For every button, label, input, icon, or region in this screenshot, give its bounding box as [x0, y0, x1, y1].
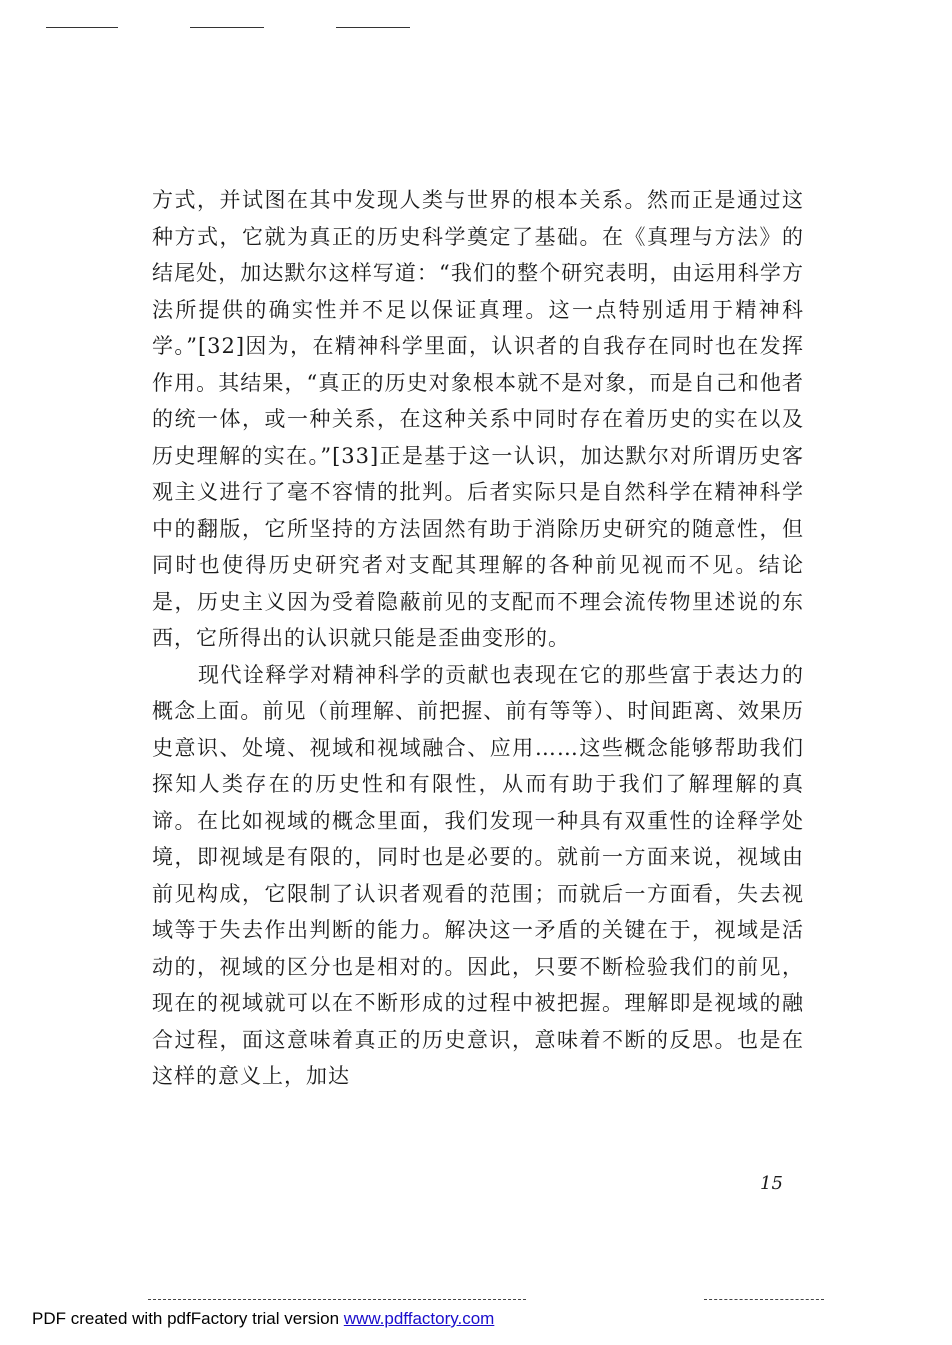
- paragraph-2: 现代诠释学对精神科学的贡献也表现在它的那些富于表达力的概念上面。前见（前理解、前把握、前有等等）、时间距离、效果历史意识、处境、视域和视域融合、应用……这些概念能够帮助我们探知人类存在的历史性和有限性，从而有助于我们了解理解的真谛。在比如视域的概念里面，我们发现一种具有双重性的诠释学处境，即视域是有限的，同时也是必要的。就前一方面来说，视域由前见构成，它限制了认识者观看的范围；而就后一方面看，失去视域等于失去作出判断的能力。解决这一矛盾的关键在于，视域是活动的，视域的区分也是相对的。因此，只要不断检验我们的前见，现在的视域就可以在不断形成的过程中被把握。理解即是视域的融合过程，面这意味着真正的历史意识，意味着不断的反思。也是在这样的意义上，加达: [152, 662, 804, 1088]
- footer-rule-left: [148, 1299, 526, 1300]
- paragraph-1: 方式，并试图在其中发现人类与世界的根本关系。然而正是通过这种方式，它就为真正的历史科学奠定了基础。在《真理与方法》的结尾处，加达默尔这样写道：“我们的整个研究表明，由运用科学方法所提供的确实性并不足以保证真理。这一点特别适用于精神科学。”[32]因为，在精神科学里面，认识者的自我存在同时也在发挥作用。其结果，“真正的历史对象根本就不是对象，而是自己和他者的统一体，或一种关系，在这种关系中同时存在着历史的实在以及历史理解的实在。”[33]正是基于这一认识，加达默尔对所谓历史客观主义进行了毫不容情的批判。后者实际只是自然科学在精神科学中的翻版，它所坚持的方法固然有助于消除历史研究的随意性，但同时也使得历史研究者对支配其理解的各种前见视而不见。结论是，历史主义因为受着隐蔽前见的支配而不理会流传物里述说的东西，它所得出的认识就只能是歪曲变形的。: [152, 188, 804, 650]
- footer-rule-right: [704, 1299, 824, 1300]
- footer-link[interactable]: www.pdffactory.com: [343, 1309, 495, 1328]
- footer-text: PDF created with pdfFactory trial version: [32, 1309, 344, 1328]
- pdf-footer: [32, 1309, 494, 1329]
- header-rule-3: [336, 27, 410, 28]
- page-number: 15: [760, 1173, 783, 1194]
- header-rule-1: [46, 27, 118, 28]
- body-text: [152, 182, 804, 1095]
- header-rule-2: [190, 27, 264, 28]
